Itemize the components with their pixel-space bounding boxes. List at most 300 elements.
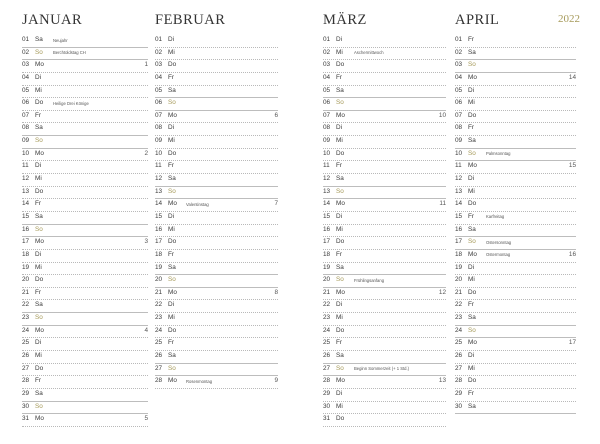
day-row (22, 123, 148, 136)
day-row (323, 225, 446, 238)
weekday: Do (336, 61, 345, 69)
weekday: Sa (35, 389, 43, 397)
day-number: 28 (323, 377, 331, 385)
day-row (155, 237, 278, 250)
weekday: So (468, 326, 476, 334)
day-number: 14 (155, 200, 163, 208)
day-row (22, 187, 148, 200)
day-row (22, 174, 148, 187)
day-row (155, 326, 278, 339)
day-row (22, 73, 148, 86)
day-number: 25 (455, 339, 463, 347)
day-number: 15 (455, 212, 463, 220)
day-number: 10 (22, 149, 30, 157)
day-row (155, 60, 278, 73)
weekday: Mo (336, 377, 345, 385)
day-row (455, 149, 576, 162)
weekday: Fr (468, 212, 475, 220)
day-row (22, 161, 148, 174)
weekday: Mi (168, 225, 175, 233)
day-number: 06 (323, 99, 331, 107)
day-number: 08 (455, 124, 463, 132)
day-number: 09 (455, 137, 463, 145)
day-row (455, 86, 576, 99)
day-row (155, 313, 278, 326)
weekday: Sa (468, 402, 476, 410)
holiday-label: Berchtoldstag CH (53, 50, 86, 56)
day-row (455, 326, 576, 339)
weekday: Do (168, 238, 177, 246)
day-number: 17 (22, 238, 30, 246)
weekday: Fr (336, 162, 343, 170)
day-number: 10 (455, 149, 463, 157)
day-number: 15 (323, 212, 331, 220)
day-number: 11 (455, 162, 462, 170)
day-number: 17 (455, 238, 463, 246)
day-number: 30 (323, 402, 331, 410)
day-row (22, 364, 148, 377)
weekday: Mi (336, 48, 343, 56)
day-row (155, 199, 278, 212)
day-list (22, 35, 148, 427)
day-row (323, 161, 446, 174)
day-number: 02 (155, 48, 163, 56)
day-row (323, 98, 446, 111)
day-number: 12 (22, 175, 30, 183)
day-number: 01 (323, 36, 331, 43)
weekday: Sa (35, 124, 43, 132)
day-row (323, 149, 446, 162)
week-number: 6 (274, 111, 278, 119)
day-list (155, 35, 278, 389)
day-number: 14 (22, 200, 30, 208)
weekday: Di (336, 389, 343, 397)
weekday: Do (468, 377, 477, 385)
day-list (323, 35, 446, 427)
weekday: Di (336, 124, 343, 132)
weekday: Do (35, 99, 44, 107)
day-number: 09 (155, 137, 163, 145)
holiday-label: Ostersonntag (486, 239, 512, 245)
day-row (155, 300, 278, 313)
holiday-label: Palmsonntag (486, 151, 511, 157)
day-number: 03 (323, 61, 331, 69)
weekday: So (336, 276, 344, 284)
day-row (455, 174, 576, 187)
day-number: 23 (155, 314, 163, 322)
day-row (323, 389, 446, 402)
week-number: 4 (144, 326, 148, 334)
day-number: 18 (22, 250, 30, 258)
day-number: 13 (323, 187, 331, 195)
day-row (323, 35, 446, 48)
month-title: MÄRZ (323, 12, 367, 28)
day-number: 23 (323, 314, 331, 322)
weekday: So (35, 314, 43, 322)
weekday: So (168, 187, 176, 195)
day-row (323, 288, 446, 301)
day-row (323, 402, 446, 415)
weekday: Fr (35, 377, 42, 385)
week-number: 8 (274, 288, 278, 296)
day-row (455, 123, 576, 136)
holiday-label: Frühlingsanfang (354, 277, 385, 283)
weekday: Di (336, 301, 343, 309)
weekday: Sa (336, 86, 344, 94)
weekday: Fr (168, 73, 175, 81)
weekday: Mi (336, 225, 343, 233)
day-row (455, 161, 576, 174)
day-number: 12 (323, 175, 331, 183)
day-row (323, 313, 446, 326)
day-number: 31 (323, 415, 331, 423)
day-number: 02 (323, 48, 331, 56)
week-number: 9 (274, 377, 278, 385)
day-row (455, 338, 576, 351)
weekday: Do (168, 149, 177, 157)
day-row (22, 250, 148, 263)
weekday: Mo (168, 288, 177, 296)
day-row (455, 187, 576, 200)
weekday: Mi (35, 175, 42, 183)
day-number: 30 (22, 402, 30, 410)
day-row (22, 86, 148, 99)
day-number: 16 (155, 225, 163, 233)
day-number: 19 (155, 263, 163, 271)
weekday: Sa (336, 175, 344, 183)
day-row (22, 351, 148, 364)
weekday: Do (336, 415, 345, 423)
weekday: Mo (336, 200, 345, 208)
holiday-label: Aschermittwoch (354, 50, 384, 56)
day-row (155, 174, 278, 187)
day-list (455, 35, 576, 414)
weekday: Fr (336, 73, 343, 81)
day-number: 29 (323, 389, 331, 397)
day-row (323, 364, 446, 377)
weekday: Do (168, 326, 177, 334)
day-number: 19 (455, 263, 463, 271)
weekday: Sa (35, 212, 43, 220)
day-number: 03 (155, 61, 163, 69)
day-number: 24 (323, 326, 331, 334)
day-row (455, 48, 576, 61)
week-number: 5 (144, 415, 148, 423)
weekday: Fr (168, 162, 175, 170)
day-row (22, 263, 148, 276)
day-row (323, 48, 446, 61)
holiday-label: Heilige Drei Könige (53, 100, 89, 106)
day-number: 22 (155, 301, 163, 309)
day-row (155, 225, 278, 238)
day-number: 24 (155, 326, 163, 334)
weekday: Mo (168, 111, 177, 119)
weekday: Mo (468, 250, 477, 258)
weekday: Fr (468, 36, 475, 43)
weekday: Mi (336, 314, 343, 322)
day-row (455, 250, 576, 263)
day-number: 25 (155, 339, 163, 347)
day-number: 13 (155, 187, 163, 195)
day-number: 20 (455, 276, 463, 284)
day-number: 11 (155, 162, 162, 170)
day-row (455, 60, 576, 73)
day-number: 31 (22, 415, 30, 423)
day-row (323, 60, 446, 73)
weekday: Do (336, 149, 345, 157)
day-number: 12 (155, 175, 163, 183)
weekday: Do (468, 111, 477, 119)
weekday: Mo (35, 415, 44, 423)
weekday: Mi (336, 137, 343, 145)
weekday: Mo (35, 326, 44, 334)
day-number: 26 (155, 352, 163, 360)
day-row (22, 300, 148, 313)
weekday: Sa (336, 263, 344, 271)
weekday: Mi (468, 99, 475, 107)
weekday: Mi (336, 402, 343, 410)
day-row (155, 136, 278, 149)
day-number: 04 (323, 73, 331, 81)
weekday: So (336, 99, 344, 107)
day-row (323, 73, 446, 86)
day-row (22, 225, 148, 238)
day-number: 18 (323, 250, 331, 258)
weekday: Mo (35, 238, 44, 246)
day-number: 20 (155, 276, 163, 284)
weekday: Fr (35, 111, 42, 119)
day-number: 29 (455, 389, 463, 397)
day-number: 23 (22, 314, 30, 322)
week-number: 16 (568, 250, 576, 258)
day-row (155, 86, 278, 99)
day-number: 22 (323, 301, 331, 309)
day-number: 06 (22, 99, 30, 107)
day-row (323, 300, 446, 313)
day-number: 21 (455, 288, 463, 296)
day-number: 07 (22, 111, 30, 119)
day-number: 22 (455, 301, 463, 309)
day-number: 13 (455, 187, 463, 195)
day-row (22, 212, 148, 225)
day-row (455, 389, 576, 402)
day-row (155, 161, 278, 174)
weekday: Mi (468, 276, 475, 284)
weekday: Di (468, 175, 475, 183)
day-row (22, 326, 148, 339)
day-row (455, 351, 576, 364)
day-number: 27 (455, 364, 463, 372)
day-number: 07 (155, 111, 163, 119)
day-row (22, 275, 148, 288)
weekday: Sa (168, 352, 176, 360)
weekday: Fr (336, 250, 343, 258)
day-number: 05 (323, 86, 331, 94)
day-row (323, 212, 446, 225)
day-row (155, 364, 278, 377)
weekday: Di (168, 124, 175, 132)
day-row (455, 313, 576, 326)
day-row (155, 351, 278, 364)
weekday: Fr (468, 301, 475, 309)
weekday: So (336, 364, 344, 372)
day-number: 07 (455, 111, 463, 119)
day-row (455, 111, 576, 124)
day-number: 17 (155, 238, 163, 246)
weekday: Mi (35, 263, 42, 271)
weekday: So (168, 99, 176, 107)
day-number: 02 (22, 48, 30, 56)
day-row (22, 237, 148, 250)
weekday: Sa (35, 36, 43, 43)
weekday: Fr (168, 339, 175, 347)
month-title: FEBRUAR (155, 12, 226, 28)
day-row (455, 376, 576, 389)
day-row (22, 402, 148, 415)
day-number: 16 (22, 225, 30, 233)
weekday: Sa (168, 86, 176, 94)
week-number: 7 (274, 200, 278, 208)
day-row (155, 275, 278, 288)
day-row (22, 288, 148, 301)
holiday-label: Neujahr (53, 37, 68, 43)
holiday-label: Valentinstag (186, 201, 209, 207)
day-number: 21 (323, 288, 331, 296)
day-number: 04 (22, 73, 30, 81)
day-row (323, 111, 446, 124)
day-row (22, 313, 148, 326)
day-row (455, 263, 576, 276)
day-row (155, 338, 278, 351)
day-row (22, 111, 148, 124)
day-row (323, 187, 446, 200)
day-number: 08 (155, 124, 163, 132)
weekday: Di (168, 301, 175, 309)
day-row (155, 187, 278, 200)
day-number: 24 (455, 326, 463, 334)
day-number: 25 (323, 339, 331, 347)
day-number: 27 (22, 364, 30, 372)
week-number: 10 (438, 111, 446, 119)
day-number: 28 (455, 377, 463, 385)
day-row (155, 250, 278, 263)
day-number: 06 (155, 99, 163, 107)
day-row (455, 275, 576, 288)
day-row (323, 414, 446, 427)
day-number: 26 (323, 352, 331, 360)
week-number: 12 (438, 288, 446, 296)
week-number: 14 (568, 73, 576, 81)
day-row (155, 212, 278, 225)
weekday: Di (468, 86, 475, 94)
day-row (22, 48, 148, 61)
holiday-label: Karfreitag (486, 214, 505, 220)
day-row (155, 73, 278, 86)
weekday: Mi (168, 48, 175, 56)
weekday: So (336, 187, 344, 195)
day-row (455, 136, 576, 149)
weekday: So (468, 238, 476, 246)
day-number: 26 (455, 352, 463, 360)
weekday: Mi (168, 314, 175, 322)
day-number: 27 (155, 364, 163, 372)
day-number: 22 (22, 301, 30, 309)
day-row (22, 60, 148, 73)
day-number: 19 (323, 263, 331, 271)
weekday: So (35, 402, 43, 410)
weekday: Mi (468, 187, 475, 195)
day-number: 13 (22, 187, 30, 195)
year-label: 2022 (558, 13, 580, 25)
day-row (455, 73, 576, 86)
day-number: 20 (22, 276, 30, 284)
weekday: So (35, 137, 43, 145)
day-row (155, 48, 278, 61)
weekday: Do (336, 326, 345, 334)
day-number: 12 (455, 175, 463, 183)
week-number: 2 (144, 149, 148, 157)
day-row (323, 338, 446, 351)
day-number: 20 (323, 276, 331, 284)
day-row (323, 351, 446, 364)
weekday: Sa (468, 137, 476, 145)
weekday: Mi (168, 137, 175, 145)
weekday: Mo (336, 111, 345, 119)
week-number: 17 (568, 339, 576, 347)
day-number: 02 (455, 48, 463, 56)
weekday: Mo (336, 288, 345, 296)
day-number: 11 (323, 162, 330, 170)
day-number: 05 (155, 86, 163, 94)
day-row (323, 123, 446, 136)
day-number: 05 (22, 86, 30, 94)
day-number: 30 (455, 402, 463, 410)
holiday-label: Beginn Sommerzeit (+ 1 Std.) (354, 366, 410, 372)
weekday: Do (35, 276, 44, 284)
weekday: Di (168, 212, 175, 220)
weekday: Mi (35, 352, 42, 360)
weekday: Mo (468, 339, 477, 347)
day-number: 18 (155, 250, 163, 258)
day-row (323, 275, 446, 288)
day-number: 15 (155, 212, 163, 220)
day-row (323, 199, 446, 212)
weekday: Di (468, 352, 475, 360)
weekday: Do (468, 200, 477, 208)
day-row (455, 364, 576, 377)
day-row (155, 263, 278, 276)
day-number: 28 (22, 377, 30, 385)
day-number: 26 (22, 352, 30, 360)
weekday: Mo (168, 377, 177, 385)
day-number: 21 (155, 288, 163, 296)
day-row (323, 174, 446, 187)
day-number: 15 (22, 212, 30, 220)
day-row (22, 389, 148, 402)
weekday: Di (468, 263, 475, 271)
weekday: Sa (168, 175, 176, 183)
weekday: Di (336, 212, 343, 220)
day-number: 08 (323, 124, 331, 132)
day-number: 14 (323, 200, 331, 208)
day-row (155, 149, 278, 162)
day-number: 09 (22, 137, 30, 145)
day-row (323, 376, 446, 389)
weekday: Mo (468, 162, 477, 170)
day-number: 01 (455, 36, 463, 43)
day-number: 09 (323, 137, 331, 145)
day-number: 03 (455, 61, 463, 69)
